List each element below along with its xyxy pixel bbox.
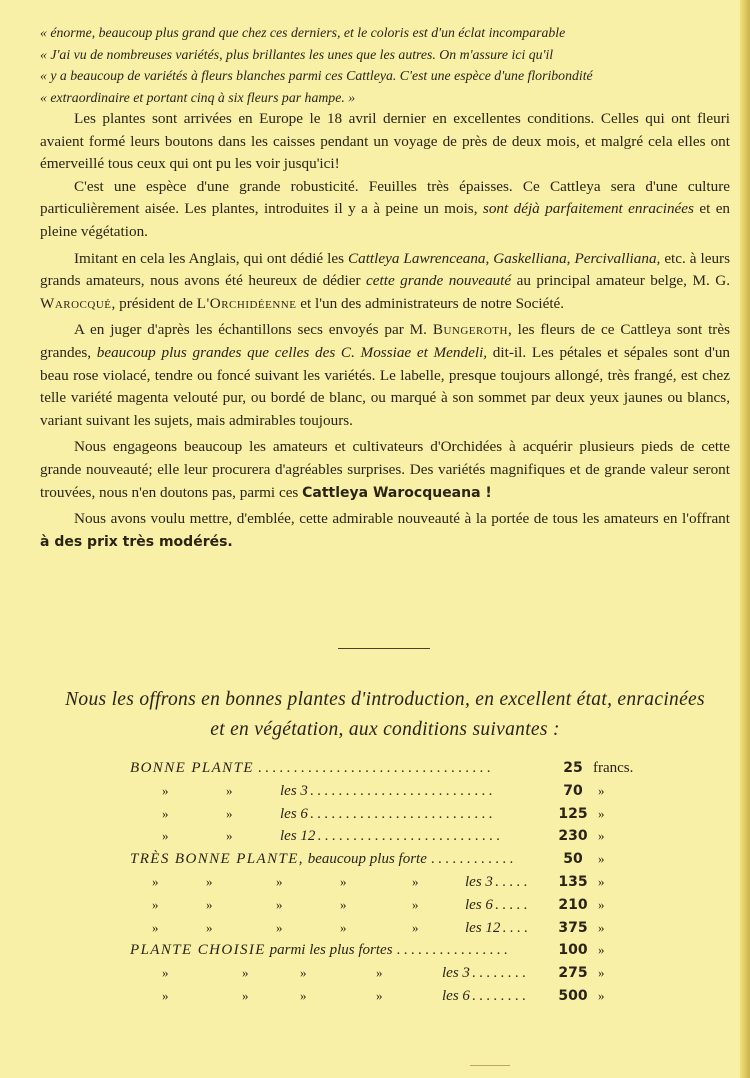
text-span: Nous avons voulu mettre, d'emblée, cette admirable nouveauté à la portée de tous les amateurs en l'offrant: [74, 510, 730, 528]
name-warocque: Warocqué: [40, 294, 112, 312]
ditto-mark: »: [412, 873, 419, 889]
offer-line: et en végétation, aux conditions suivantes :: [210, 719, 560, 740]
ditto-mark: »: [226, 828, 233, 844]
price-row: [130, 939, 650, 962]
ditto-mark: »: [152, 896, 159, 912]
text-span: et en pleine végétation.: [40, 200, 731, 240]
quote-line: « énorme, beaucoup plus grand que chez ces derniers, et le coloris est d'un éclat incomparable: [40, 25, 566, 40]
offer-line: Nous les offrons en bonnes plantes d'introduction, en excellent état, enracinées: [65, 689, 705, 710]
dot-leader: ..........................: [317, 828, 504, 845]
page-edge: [740, 0, 750, 1078]
price-row: [130, 962, 650, 985]
price-label: TRÈS BONNE PLANTE,: [130, 851, 304, 868]
price-unit: »: [598, 942, 605, 958]
price-value: 210: [558, 896, 588, 913]
ditto-mark: »: [162, 828, 169, 844]
dot-leader: ........: [471, 965, 530, 982]
text-span: au principal amateur belge, M. G.: [516, 272, 731, 290]
ditto-mark: »: [206, 896, 213, 912]
dot-leader: .....: [494, 896, 531, 913]
price-quantity: les 3: [465, 873, 493, 890]
name-cattleya-warocqueana: Cattleya Warocqueana !: [302, 484, 492, 501]
price-unit: »: [598, 782, 605, 798]
ditto-mark: »: [300, 987, 307, 1003]
ditto-mark: »: [162, 965, 169, 981]
price-row: [130, 803, 650, 826]
price-row: [130, 894, 650, 917]
price-value: 70: [563, 782, 583, 799]
emphasis: sont déjà parfaitement enracinées: [482, 200, 694, 218]
name-orchideenne: L'Orchidéenne: [196, 294, 297, 312]
dot-leader: .....: [494, 873, 531, 890]
ditto-mark: »: [162, 805, 169, 821]
ditto-mark: »: [162, 987, 169, 1003]
ditto-mark: »: [412, 919, 419, 935]
price-unit: »: [598, 987, 605, 1003]
price-description: [130, 939, 393, 962]
price-quantity: les 6: [280, 805, 308, 822]
price-unit: »: [598, 965, 605, 981]
text-span: Imitant en cela les Anglais, qui ont dédié les: [74, 249, 345, 267]
price-quantity: les 6: [442, 987, 470, 1004]
section-divider: [338, 648, 430, 649]
ditto-mark: »: [152, 919, 159, 935]
price-row: [130, 985, 650, 1008]
quote-line: « extraordinaire et portant cinq à six fleurs par hampe. »: [40, 89, 356, 105]
price-value: 500: [558, 987, 588, 1004]
price-value: 125: [558, 805, 588, 822]
price-value: 375: [558, 919, 588, 936]
ditto-mark: »: [276, 896, 283, 912]
ditto-mark: »: [226, 805, 233, 821]
price-value: 275: [558, 965, 588, 982]
text-span: Nous engageons beaucoup les amateurs et cultivateurs d'Orchidées à acquérir plusieurs pieds de cette grande nouveauté; elle leur procurera d'agréables surprises. Des variétés magnifiques et de grande valeur seront trouvées, nous n'en doutons pas, parmi ces: [40, 438, 730, 501]
body-text: [40, 24, 730, 553]
offer-heading: [40, 685, 730, 745]
dot-leader: ..........................: [309, 782, 496, 799]
quote-line: « J'ai vu de nombreuses variétés, plus brillantes les unes que les autres. On m'assure ici qu'il: [40, 46, 554, 62]
price-label: BONNE PLANTE: [130, 760, 254, 776]
price-unit: »: [598, 805, 605, 821]
price-quantity: les 3: [442, 965, 470, 982]
price-row: [130, 871, 650, 894]
text-span: , président de: [111, 294, 193, 312]
price-value: 135: [558, 873, 588, 890]
price-unit: »: [598, 896, 605, 912]
dot-leader: .................................: [257, 760, 494, 776]
price-row: [130, 825, 650, 848]
price-row: [130, 848, 650, 871]
price-label: PLANTE CHOISIE: [130, 942, 266, 959]
page-corner: [470, 1065, 510, 1078]
ditto-mark: »: [376, 987, 383, 1003]
ditto-mark: »: [226, 782, 233, 798]
price-row: [130, 757, 650, 780]
price-value: 25: [563, 760, 583, 776]
price-unit: »: [598, 828, 605, 844]
price-quantity: les 12: [280, 828, 316, 845]
text-span: etc. à leurs grands amateurs, nous avons été heureux de dédier: [40, 249, 731, 290]
emphasis: beaucoup plus grandes que celles des C. Mossiae et Mendeli,: [96, 343, 488, 361]
text-span: et l'un des administrateurs de notre Société.: [300, 294, 565, 312]
text-span: , les fleurs de ce Cattleya sont très grandes,: [40, 321, 730, 361]
ditto-mark: »: [412, 896, 419, 912]
text-span: dit-il. Les pétales et sépales sont d'un beau rose violacé, tendre ou foncé suivant les variétés. Le labelle, presque toujours allongé, très frangé, est chez telle variété magenta velouté pur, ou bordé de blanc, ou marqué à son sommet par deux yeux jaunes ou blancs, variant suivant les sujets, mais admirables toujours.: [40, 343, 731, 429]
price-description: [130, 848, 427, 871]
ditto-mark: »: [152, 873, 159, 889]
ditto-mark: »: [276, 919, 283, 935]
ditto-mark: »: [206, 873, 213, 889]
paragraph-arrival: Les plantes sont arrivées en Europe le 18 avril dernier en excellentes conditions. Celles qui ont fleuri avaient formé leurs boutons dans les caisses pendant un voyage de près de deux mois, et malgré cela elles ont émerveillé tous ceux qui ont pu les voir jusqu'ici!: [40, 110, 730, 173]
price-value: 50: [563, 851, 583, 868]
paragraph-robustness: [40, 176, 730, 244]
paragraph-recommendation: [40, 436, 730, 504]
ditto-mark: »: [242, 987, 249, 1003]
price-label-extra: parmi les plus fortes: [265, 942, 393, 959]
dot-leader: ..........................: [309, 805, 496, 822]
ditto-mark: »: [276, 873, 283, 889]
paragraph-description: [40, 319, 730, 432]
emphasis: cette grande nouveauté: [366, 272, 512, 290]
price-table: [130, 757, 650, 1008]
ditto-mark: »: [162, 782, 169, 798]
paragraph-dedication: [40, 248, 730, 316]
ditto-mark: »: [340, 873, 347, 889]
dot-leader: ....: [502, 919, 532, 936]
price-quantity: les 3: [280, 782, 308, 799]
ditto-mark: »: [340, 896, 347, 912]
price-label-extra: beaucoup plus forte: [303, 851, 427, 868]
price-unit: »: [598, 873, 605, 889]
price-quantity: les 12: [465, 919, 501, 936]
ditto-mark: »: [206, 919, 213, 935]
price-unit: francs.: [593, 760, 634, 776]
price-row: [130, 917, 650, 940]
dot-leader: ............: [430, 851, 517, 868]
emphasis-prices: à des prix très modérés.: [40, 533, 233, 550]
price-value: 100: [558, 942, 588, 959]
emphasis: Cattleya Lawrenceana, Gaskelliana, Percivalliana,: [347, 249, 661, 267]
ditto-mark: »: [376, 965, 383, 981]
price-quantity: les 6: [465, 896, 493, 913]
ditto-mark: »: [340, 919, 347, 935]
ditto-mark: »: [242, 965, 249, 981]
ditto-mark: »: [300, 965, 307, 981]
name-bungeroth: Bungeroth: [432, 321, 508, 339]
dot-leader: ........: [471, 987, 530, 1004]
price-unit: »: [598, 919, 605, 935]
text-span: C'est une espèce d'une grande robusticité. Feuilles très épaisses. Ce Cattleya sera d'une culture particulièrement aisée. Les plantes, introduites il y a à peine un mois,: [40, 177, 730, 218]
dot-leader: ................: [396, 942, 511, 959]
price-unit: »: [598, 851, 605, 867]
paragraph-pricing-intro: [40, 508, 730, 553]
price-description: [130, 757, 254, 780]
price-value: 230: [558, 828, 588, 845]
quote-line: « y a beaucoup de variétés à fleurs blanches parmi ces Cattleya. C'est une espèce d'une floribondité: [40, 68, 593, 83]
price-row: [130, 780, 650, 803]
text-span: A en juger d'après les échantillons secs envoyés par M.: [74, 321, 427, 339]
